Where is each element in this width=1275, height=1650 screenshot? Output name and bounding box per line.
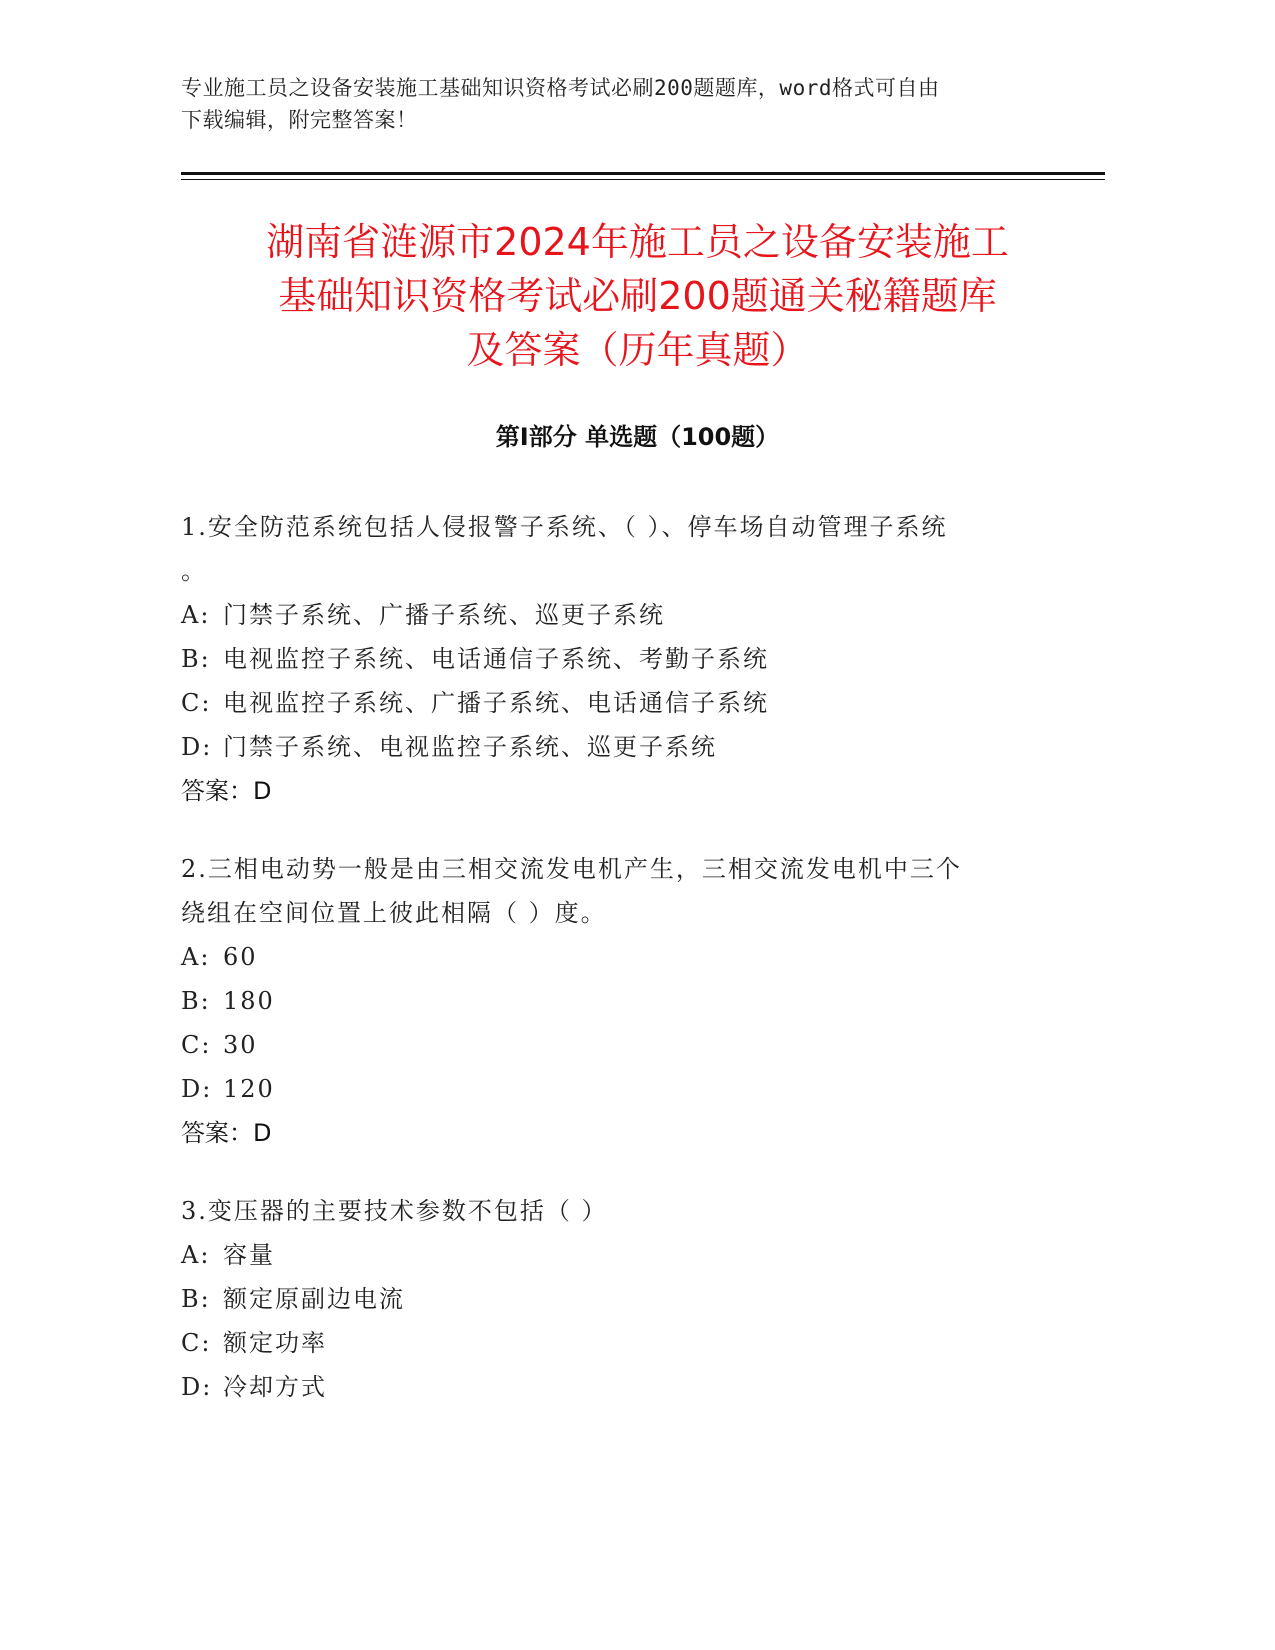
question-3-option-b: [181, 1277, 1041, 1321]
question-1-option-c: [181, 681, 1041, 725]
question-1-option-d: [181, 725, 1041, 769]
option-letter: A:: [181, 601, 211, 629]
question-3: [181, 1189, 1041, 1409]
option-text: 额定原副边电流: [223, 1285, 405, 1313]
option-text: 门禁子系统、广播子系统、巡更子系统: [223, 601, 665, 629]
question-2-option-d: [181, 1067, 1041, 1111]
question-1-stem-line2: 。: [181, 557, 207, 585]
option-text: 30: [223, 1031, 258, 1059]
header-note-line2: 下载编辑，附完整答案！: [181, 108, 418, 132]
option-letter: D:: [181, 1373, 213, 1401]
option-letter: C:: [181, 1031, 212, 1059]
option-letter: B:: [181, 987, 211, 1015]
question-2-stem-line2: 绕组在空间位置上彼此相隔（ ）度。: [181, 899, 607, 927]
question-1-option-b: [181, 637, 1041, 681]
question-2-stem-line1: 2.三相电动势一般是由三相交流发电机产生，三相交流发电机中三个: [181, 855, 962, 883]
option-text: 60: [223, 943, 258, 971]
question-3-option-a: [181, 1233, 1041, 1277]
option-letter: C:: [181, 689, 212, 717]
option-text: 门禁子系统、电视监控子系统、巡更子系统: [223, 733, 717, 761]
header-note-line1: 专业施工员之设备安装施工基础知识资格考试必刷200题题库，word格式可自由: [181, 76, 940, 100]
question-list: [181, 505, 1041, 1443]
option-text: 冷却方式: [223, 1373, 327, 1401]
question-1-stem-line1: 1.安全防范系统包括人侵报警子系统、（ ）、停车场自动管理子系统: [181, 513, 948, 541]
option-letter: C:: [181, 1329, 212, 1357]
option-letter: D:: [181, 1075, 213, 1103]
option-letter: B:: [181, 1285, 211, 1313]
document-title-line2: 基础知识资格考试必刷200题通关秘籍题库: [278, 274, 997, 318]
question-2-option-b: [181, 979, 1041, 1023]
question-3-stem-line1: 3.变压器的主要技术参数不包括（ ）: [181, 1197, 608, 1225]
option-text: 120: [223, 1075, 275, 1103]
question-2-option-c: [181, 1023, 1041, 1067]
option-text: 容量: [223, 1241, 275, 1269]
document-title-line1: 湖南省涟源市2024年施工员之设备安装施工: [266, 220, 1009, 264]
question-2-answer: 答案：D: [181, 1119, 272, 1147]
question-2-option-a: [181, 935, 1041, 979]
document-title: [150, 215, 1125, 377]
option-text: 电视监控子系统、广播子系统、电话通信子系统: [223, 689, 769, 717]
question-3-option-d: [181, 1365, 1041, 1409]
option-text: 180: [223, 987, 275, 1015]
section-title: 第Ⅰ部分 单选题（100题）: [495, 423, 780, 451]
option-letter: A:: [181, 1241, 211, 1269]
option-text: 额定功率: [223, 1329, 327, 1357]
option-text: 电视监控子系统、电话通信子系统、考勤子系统: [223, 645, 769, 673]
header-divider-thick: [181, 172, 1105, 175]
header-divider-thin: [181, 179, 1105, 180]
question-1-option-a: [181, 593, 1041, 637]
document-title-line3: 及答案（历年真题）: [466, 328, 809, 372]
option-letter: A:: [181, 943, 211, 971]
question-1: [181, 505, 1041, 813]
header-note: [181, 72, 1041, 136]
question-2: [181, 847, 1041, 1155]
question-3-option-c: [181, 1321, 1041, 1365]
option-letter: B:: [181, 645, 211, 673]
question-1-answer: 答案：D: [181, 777, 272, 805]
option-letter: D:: [181, 733, 213, 761]
